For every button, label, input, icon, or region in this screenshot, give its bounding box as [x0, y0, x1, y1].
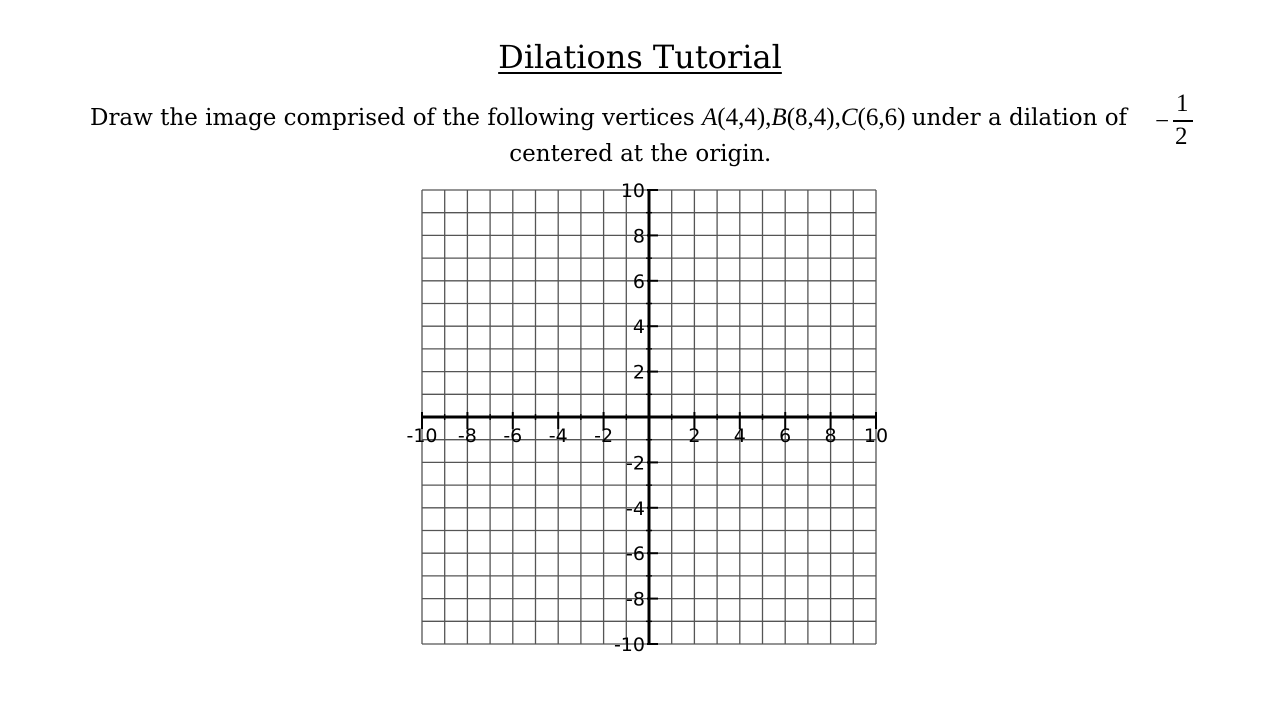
problem-text-before: Draw the image comprised of the following vertices: [90, 105, 695, 131]
y-tick-label: 2: [632, 361, 645, 384]
scale-factor-denominator: 2: [1175, 123, 1188, 150]
y-tick-label: 4: [632, 316, 645, 339]
problem-line-2: [0, 140, 1280, 168]
scale-factor-sign: −: [1155, 108, 1170, 135]
x-tick-label: 4: [733, 425, 746, 447]
problem-line-1: [90, 104, 1127, 132]
x-tick-label: -10: [406, 425, 438, 447]
y-tick-label: -2: [626, 452, 645, 475]
y-tick-label: -4: [626, 497, 645, 520]
x-tick-label: -8: [457, 425, 477, 447]
y-tick-label: 10: [620, 180, 645, 202]
y-tick-label: -6: [626, 543, 645, 566]
page-title: Dilations Tutorial: [498, 38, 782, 76]
problem-statement: [0, 90, 1280, 178]
y-tick-label: 8: [632, 225, 645, 248]
scale-factor-numerator: 1: [1176, 90, 1189, 117]
x-tick-label: 8: [824, 425, 837, 447]
x-tick-label: -6: [503, 425, 523, 447]
y-tick-label: -10: [613, 634, 645, 656]
problem-line-2-text: centered at the origin: [509, 141, 765, 167]
y-tick-label: -8: [626, 588, 645, 611]
problem-line-2-period: .: [764, 140, 771, 167]
x-tick-label: 10: [863, 425, 889, 447]
x-tick-label: -2: [594, 425, 614, 447]
coordinate-grid: [390, 176, 900, 660]
fraction-bar: [1173, 120, 1193, 122]
vertex-list: A(4,4),B(8,4),C(6,6): [701, 104, 906, 131]
problem-text-after: under a dilation of: [911, 105, 1128, 131]
x-tick-label: -4: [548, 425, 568, 447]
vertex-a: A(4,4): [701, 104, 766, 131]
x-tick-label: 2: [688, 425, 701, 447]
x-tick-label: 6: [779, 425, 792, 447]
vertex-b: B(8,4): [771, 104, 835, 131]
vertex-c: C(6,6): [840, 104, 906, 131]
y-tick-label: 6: [632, 270, 645, 293]
